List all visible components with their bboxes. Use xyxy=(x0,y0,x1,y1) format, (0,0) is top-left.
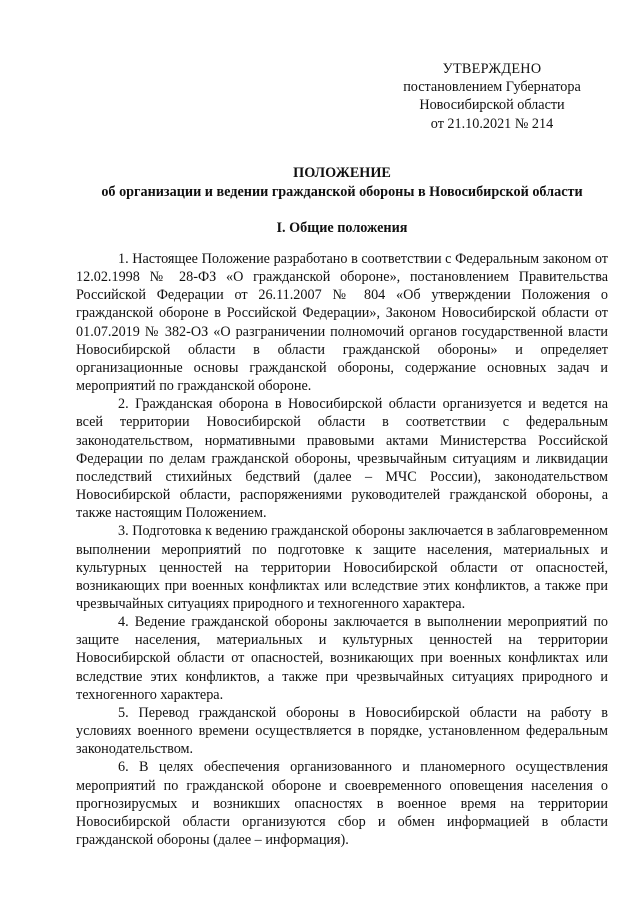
paragraph-5: 5. Перевод гражданской обороны в Новосибирской области на работу в условиях военного времени осуществляется в порядке, установленном федеральным законодательством. xyxy=(76,704,608,758)
document-title: ПОЛОЖЕНИЕ xyxy=(293,165,391,181)
paragraph-4: 4. Ведение гражданской обороны заключается в выполнении мероприятий по защите населения, материальных и культурных ценностей на территории Новосибирской области от опасностей, возникающих при военных конфликтах или вследствие этих конфликтов, а также при чрезвычайных ситуациях природного и техногенного характера. xyxy=(76,614,608,703)
approval-line-1: постановлением Губернатора xyxy=(403,79,581,96)
document-title-block xyxy=(76,164,608,201)
paragraph-6: 6. В целях обеспечения организованного и планомерного осуществления мероприятий по гражданской обороне и своевременного оповещения населения о прогнозирусмых и возникших опасностях в военное время на территории Новосибирской области организуются сбор и обмен информацией в области гражданской обороны (далее – информация). xyxy=(76,759,608,848)
approval-stamp-block xyxy=(392,60,592,133)
approval-line-2: Новосибирской области xyxy=(419,97,565,114)
paragraph-2: 2. Гражданская оборона в Новосибирской области организуется и ведется на всей территории Новосибирской области в соответствии с федеральным законодательством, нормативными правовыми актами Министерства Российской Федерации по делам гражданской обороны, чрезвычайным ситуациям и ликвидации последствий стихийных бедствий (далее – МЧС России), законодательством Новосибирской области, распоряжениями руководителей гражданской обороны, а также настоящим Положением. xyxy=(76,396,608,522)
paragraph-3: 3. Подготовка к ведению гражданской обороны заключается в заблаговременном выполнении мероприятий по подготовке к защите населения, материальных и культурных ценностей на территории Новосибирской области от опасностей, возникающих при военных конфликтах или вследствие этих конфликтов, а также при чрезвычайных ситуациях природного и техногенного характера. xyxy=(76,523,608,612)
document-body xyxy=(76,250,608,849)
section-heading: I. Общие положения xyxy=(276,220,408,236)
document-subtitle: об организации и ведении гражданской обороны в Новосибирской области xyxy=(101,183,583,200)
approval-heading: УТВЕРЖДЕНО xyxy=(442,61,542,77)
paragraph-1: 1. Настоящее Положение разработано в соответствии с Федеральным законом от 12.02.1998 № 28-ФЗ «О гражданской обороне», постановлением Правительства Российской Федерации от 26.11.2007 № 804 «Об утверждении Положения о гражданской обороне в Российской Федерации», Законом Новосибирской области от 01.07.2019 № 382-ОЗ «О разграничении полномочий органов государственной власти Новосибирской области в области гражданской обороны» и определяет организационные основы гражданской обороны, содержание основных задач и мероприятий по гражданской обороне. xyxy=(76,251,608,395)
approval-line-3: от 21.10.2021 № 214 xyxy=(430,115,554,132)
